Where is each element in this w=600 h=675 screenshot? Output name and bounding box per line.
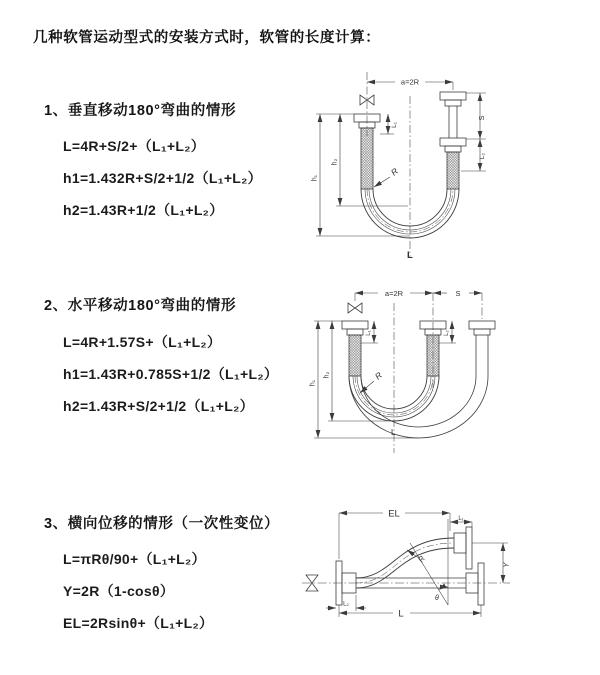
diagram-linework xyxy=(302,513,510,617)
dim-label-h1: h₁ xyxy=(309,379,317,387)
section-1-heading: 1、垂直移动180°弯曲的情形 xyxy=(44,103,237,119)
diagram-horizontal-180-bend xyxy=(308,281,593,461)
dim-label-l2: L₂ xyxy=(479,152,486,160)
formula-line: L=4R+S/2+（L₁+L₂） xyxy=(63,138,206,154)
dim-label-l: L xyxy=(398,608,404,620)
formula-line: h1=1.432R+S/2+1/2（L₁+L₂） xyxy=(63,170,262,186)
diagram-vertical-180-bend xyxy=(310,66,590,265)
diagram-lateral-displacement xyxy=(298,501,600,646)
section-2-formulas xyxy=(63,326,278,422)
dim-label-h2: h₂ xyxy=(331,158,339,166)
dim-label-a2r: a=2R xyxy=(384,288,404,298)
dim-label-s: S xyxy=(455,288,461,298)
formula-line: h2=1.43R+1/2（L₁+L₂） xyxy=(63,202,224,218)
formula-line: h1=1.43R+0.785S+1/2（L₁+L₂） xyxy=(63,366,279,382)
section-2-heading: 2、水平移动180°弯曲的情形 xyxy=(44,298,237,314)
diagram-linework xyxy=(316,72,486,258)
diagram-linework xyxy=(314,293,495,453)
formula-line: EL=2Rsinθ+（L₁+L₂） xyxy=(63,615,214,631)
dim-label-y: Y xyxy=(501,562,511,568)
section-3-formulas xyxy=(63,543,213,639)
dim-label-el: EL xyxy=(388,508,400,520)
dim-label-r: R xyxy=(416,554,427,565)
dim-label-l: L xyxy=(391,428,396,437)
formula-line: L=4R+1.57S+（L₁+L₂） xyxy=(63,334,222,350)
dim-label-l: L xyxy=(407,250,413,261)
formula-line: Y=2R（1-cosθ） xyxy=(63,583,175,599)
dim-label-l1: L₁ xyxy=(366,330,372,336)
dim-label-l1: L₁ xyxy=(391,122,398,128)
dim-label-r: R xyxy=(372,369,384,382)
dim-label-l1: L₁ xyxy=(458,516,464,522)
dim-label-h2: h₂ xyxy=(323,371,331,379)
formula-line: L=πRθ/90+（L₁+L₂） xyxy=(63,551,206,567)
valve-icon xyxy=(348,303,362,313)
dim-label-h1: h₁ xyxy=(311,174,319,182)
section-1-formulas xyxy=(63,130,262,226)
dim-label-l2: L₂ xyxy=(444,330,450,336)
dim-label-s: S xyxy=(477,115,486,121)
page-title: 几种软管运动型式的安装方式时，软管的长度计算： xyxy=(33,30,381,46)
dim-label-a2r: a=2R xyxy=(400,77,420,87)
dim-label-theta: θ xyxy=(435,595,439,602)
dim-label-r: R xyxy=(388,165,400,178)
formula-line: h2=1.43R+S/2+1/2（L₁+L₂） xyxy=(63,398,254,414)
dim-label-l2: L₂ xyxy=(343,601,349,608)
section-3-heading: 3、横向位移的情形（一次性变位） xyxy=(44,516,280,532)
